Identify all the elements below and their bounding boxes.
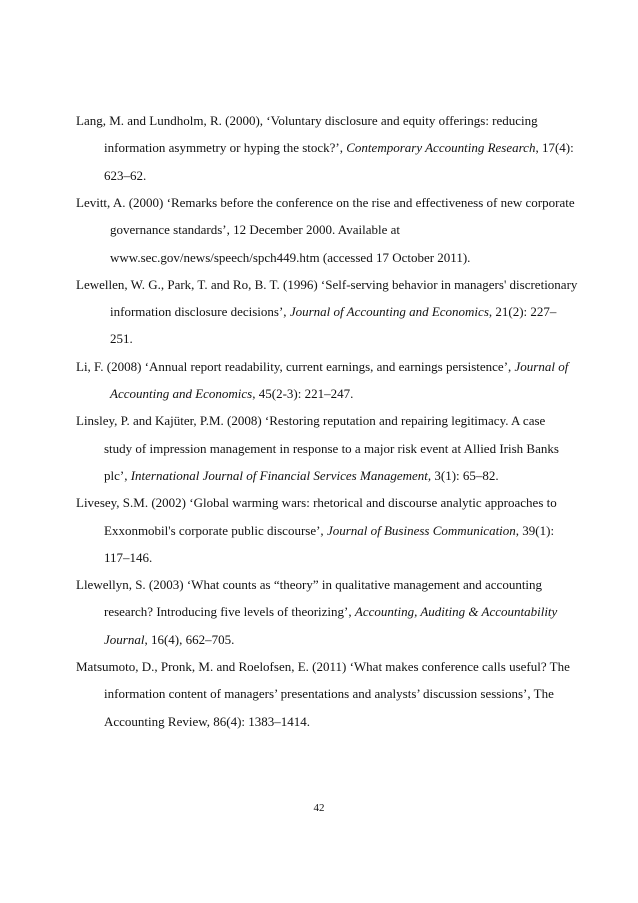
reference-text: research? Introducing five levels of theorizing’, [104,604,355,619]
reference-text: Livesey, S.M. (2002) ‘Global warming wars: rhetorical and discourse analytic approaches to [76,495,557,510]
reference-text: Lewellen, W. G., Park, T. and Ro, B. T. (1996) ‘Self-serving behavior in managers' discretionary [76,277,578,292]
reference-line-continued [110,250,470,266]
reference-text: , 39(1): [515,523,555,538]
reference-line-continued [104,140,574,156]
reference-line-continued [110,331,133,347]
reference-line-first [76,277,577,293]
reference-text: www.sec.gov/news/speech/spch449.htm (accessed 17 October 2011). [110,250,471,265]
reference-text: Matsumoto, D., Pronk, M. and Roelofsen, E. (2011) ‘What makes conference calls useful? The [76,659,570,674]
reference-italic-text: Journal [104,632,145,647]
reference-line-continued [104,714,310,730]
reference-text: , 45(2-3): 221–247. [252,386,354,401]
reference-text: 623–62. [104,168,147,183]
reference-italic-text: Journal of Business Communication [326,523,516,538]
reference-text: Li, F. (2008) ‘Annual report readability, current earnings, and earnings persistence’, [76,359,515,374]
reference-line-continued [104,468,499,484]
reference-text: plc’, [104,468,131,483]
reference-text: 117–146. [104,550,153,565]
page-number: 42 [313,802,325,814]
reference-line-continued [104,550,152,566]
reference-text: 251. [110,331,133,346]
reference-line-first [76,413,545,429]
reference-text: information content of managers’ presentations and analysts’ discussion sessions’, The [104,686,554,701]
reference-line-continued [110,386,353,402]
reference-text: , 17(4): [535,140,574,155]
reference-italic-text: International Journal of Financial Services Management, [130,468,432,483]
reference-text: Llewellyn, S. (2003) ‘What counts as “theory” in qualitative management and accounting [76,577,543,592]
reference-line-first [76,577,542,593]
reference-line-continued [104,441,559,457]
reference-text: information disclosure decisions’, [110,304,290,319]
reference-line-continued [110,304,556,320]
reference-italic-text: Accounting and Economics [110,386,253,401]
reference-text: Linsley, P. and Kajüter, P.M. (2008) ‘Restoring reputation and repairing legitimacy. A case [76,413,546,428]
reference-line-continued [104,168,146,184]
reference-text: , 21(2): 227– [488,304,557,319]
reference-line-first [76,495,557,511]
reference-line-continued [104,604,557,620]
reference-text: Levitt, A. (2000) ‘Remarks before the conference on the rise and effectiveness of new corporate [76,195,575,210]
reference-line-continued [104,686,554,702]
reference-text: 3(1): 65–82. [431,468,499,483]
reference-italic-text: Journal of [514,359,569,374]
reference-italic-text: Accounting, Auditing & Accountability [354,604,558,619]
reference-italic-text: Journal of Accounting and Economics [289,304,489,319]
reference-line-first [76,195,575,211]
reference-text: information asymmetry or hyping the stock?’, [104,140,347,155]
reference-text: Lang, M. and Lundholm, R. (2000), ‘Voluntary disclosure and equity offerings: reducing [76,113,538,128]
reference-italic-text: Contemporary Accounting Research [346,140,536,155]
reference-line-first [76,113,538,129]
reference-line-continued [104,523,554,539]
reference-text: , 16(4), 662–705. [144,632,235,647]
reference-line-first [76,359,568,375]
reference-text: governance standards’, 12 December 2000. Available at [110,222,400,237]
reference-line-continued [104,632,234,648]
reference-line-continued [110,222,400,238]
reference-text: Exxonmobil's corporate public discourse’, [104,523,327,538]
reference-line-first [76,659,570,675]
reference-text: study of impression management in response to a major risk event at Allied Irish Banks [104,441,559,456]
reference-text: Accounting Review, 86(4): 1383–1414. [104,714,311,729]
